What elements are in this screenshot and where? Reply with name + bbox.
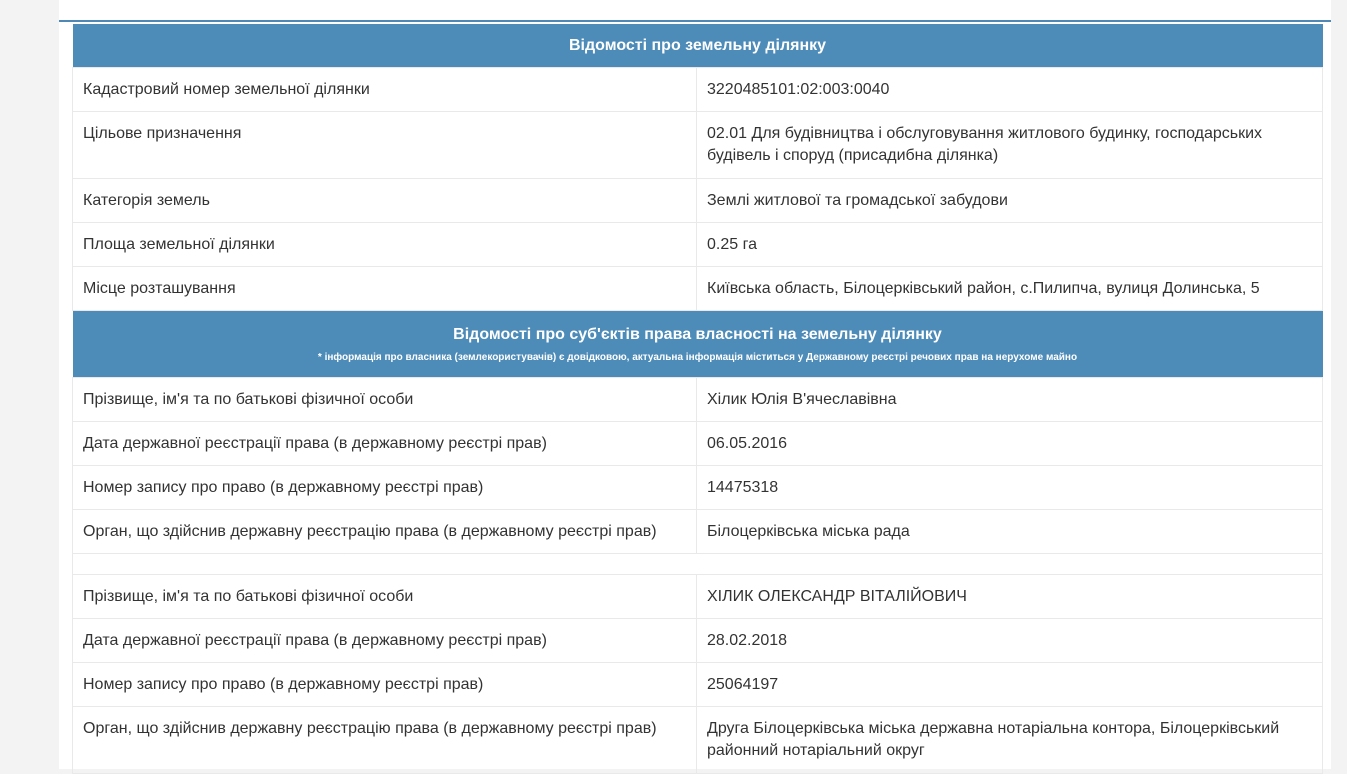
table-row — [73, 267, 1323, 311]
table-row — [73, 707, 1323, 774]
owner-separator-row — [73, 554, 1323, 575]
registration-date-label: Дата державної реєстрації права (в державному реєстрі прав) — [73, 422, 697, 466]
table-row — [73, 663, 1323, 707]
table-row — [73, 510, 1323, 554]
location-label: Місце розташування — [73, 267, 697, 311]
registration-authority-label: Орган, що здійснив державну реєстрацію права (в державному реєстрі прав) — [73, 510, 697, 554]
registration-date-value: 28.02.2018 — [697, 619, 1323, 663]
table-row — [73, 68, 1323, 112]
top-accent-line — [59, 20, 1331, 22]
land-section-title: Відомості про земельну ділянку — [73, 24, 1323, 68]
record-number-value: 14475318 — [697, 466, 1323, 510]
table-row — [73, 466, 1323, 510]
area-value: 0.25 га — [697, 223, 1323, 267]
owner-name-value: Хілик Юлія В'ячеславівна — [697, 378, 1323, 422]
owners-section-note: * інформація про власника (землекористувачів) є довідковою, актуальна інформація міститься у Державному реєстрі речових прав на нерухоме майно — [317, 351, 1078, 363]
cadastral-number-label: Кадастровий номер земельної ділянки — [73, 68, 697, 112]
table-row — [73, 112, 1323, 179]
location-value: Київська область, Білоцерківський район, с.Пилипча, вулиця Долинська, 5 — [697, 267, 1323, 311]
land-category-label: Категорія земель — [73, 179, 697, 223]
owner-name-value: ХІЛИК ОЛЕКСАНДР ВІТАЛІЙОВИЧ — [697, 575, 1323, 619]
table-row — [73, 619, 1323, 663]
land-info-table — [72, 24, 1323, 774]
registration-authority-label: Орган, що здійснив державну реєстрацію права (в державному реєстрі прав) — [73, 707, 697, 774]
record-number-label: Номер запису про право (в державному реєстрі прав) — [73, 466, 697, 510]
record-number-label: Номер запису про право (в державному реєстрі прав) — [73, 663, 697, 707]
owners-section-title: Відомості про суб'єктів права власності на земельну ділянку — [453, 325, 942, 343]
table-row — [73, 223, 1323, 267]
land-section-header — [73, 24, 1323, 68]
owner-name-label: Прізвище, ім'я та по батькові фізичної особи — [73, 378, 697, 422]
registration-authority-value: Білоцерківська міська рада — [697, 510, 1323, 554]
purpose-value: 02.01 Для будівництва і обслуговування житлового будинку, господарських будівель і споруд (присадибна ділянка) — [697, 112, 1323, 179]
table-row — [73, 575, 1323, 619]
registration-authority-value: Друга Білоцерківська міська державна нотаріальна контора, Білоцерківський районний нотаріальний округ — [697, 707, 1323, 774]
purpose-label: Цільове призначення — [73, 112, 697, 179]
cadastral-number-value: 3220485101:02:003:0040 — [697, 68, 1323, 112]
owner-name-label: Прізвище, ім'я та по батькові фізичної особи — [73, 575, 697, 619]
record-number-value: 25064197 — [697, 663, 1323, 707]
table-row — [73, 422, 1323, 466]
owners-section-header — [73, 311, 1323, 378]
table-row — [73, 378, 1323, 422]
land-category-value: Землі житлової та громадської забудови — [697, 179, 1323, 223]
area-label: Площа земельної ділянки — [73, 223, 697, 267]
table-row — [73, 179, 1323, 223]
registration-date-label: Дата державної реєстрації права (в державному реєстрі прав) — [73, 619, 697, 663]
registration-date-value: 06.05.2016 — [697, 422, 1323, 466]
